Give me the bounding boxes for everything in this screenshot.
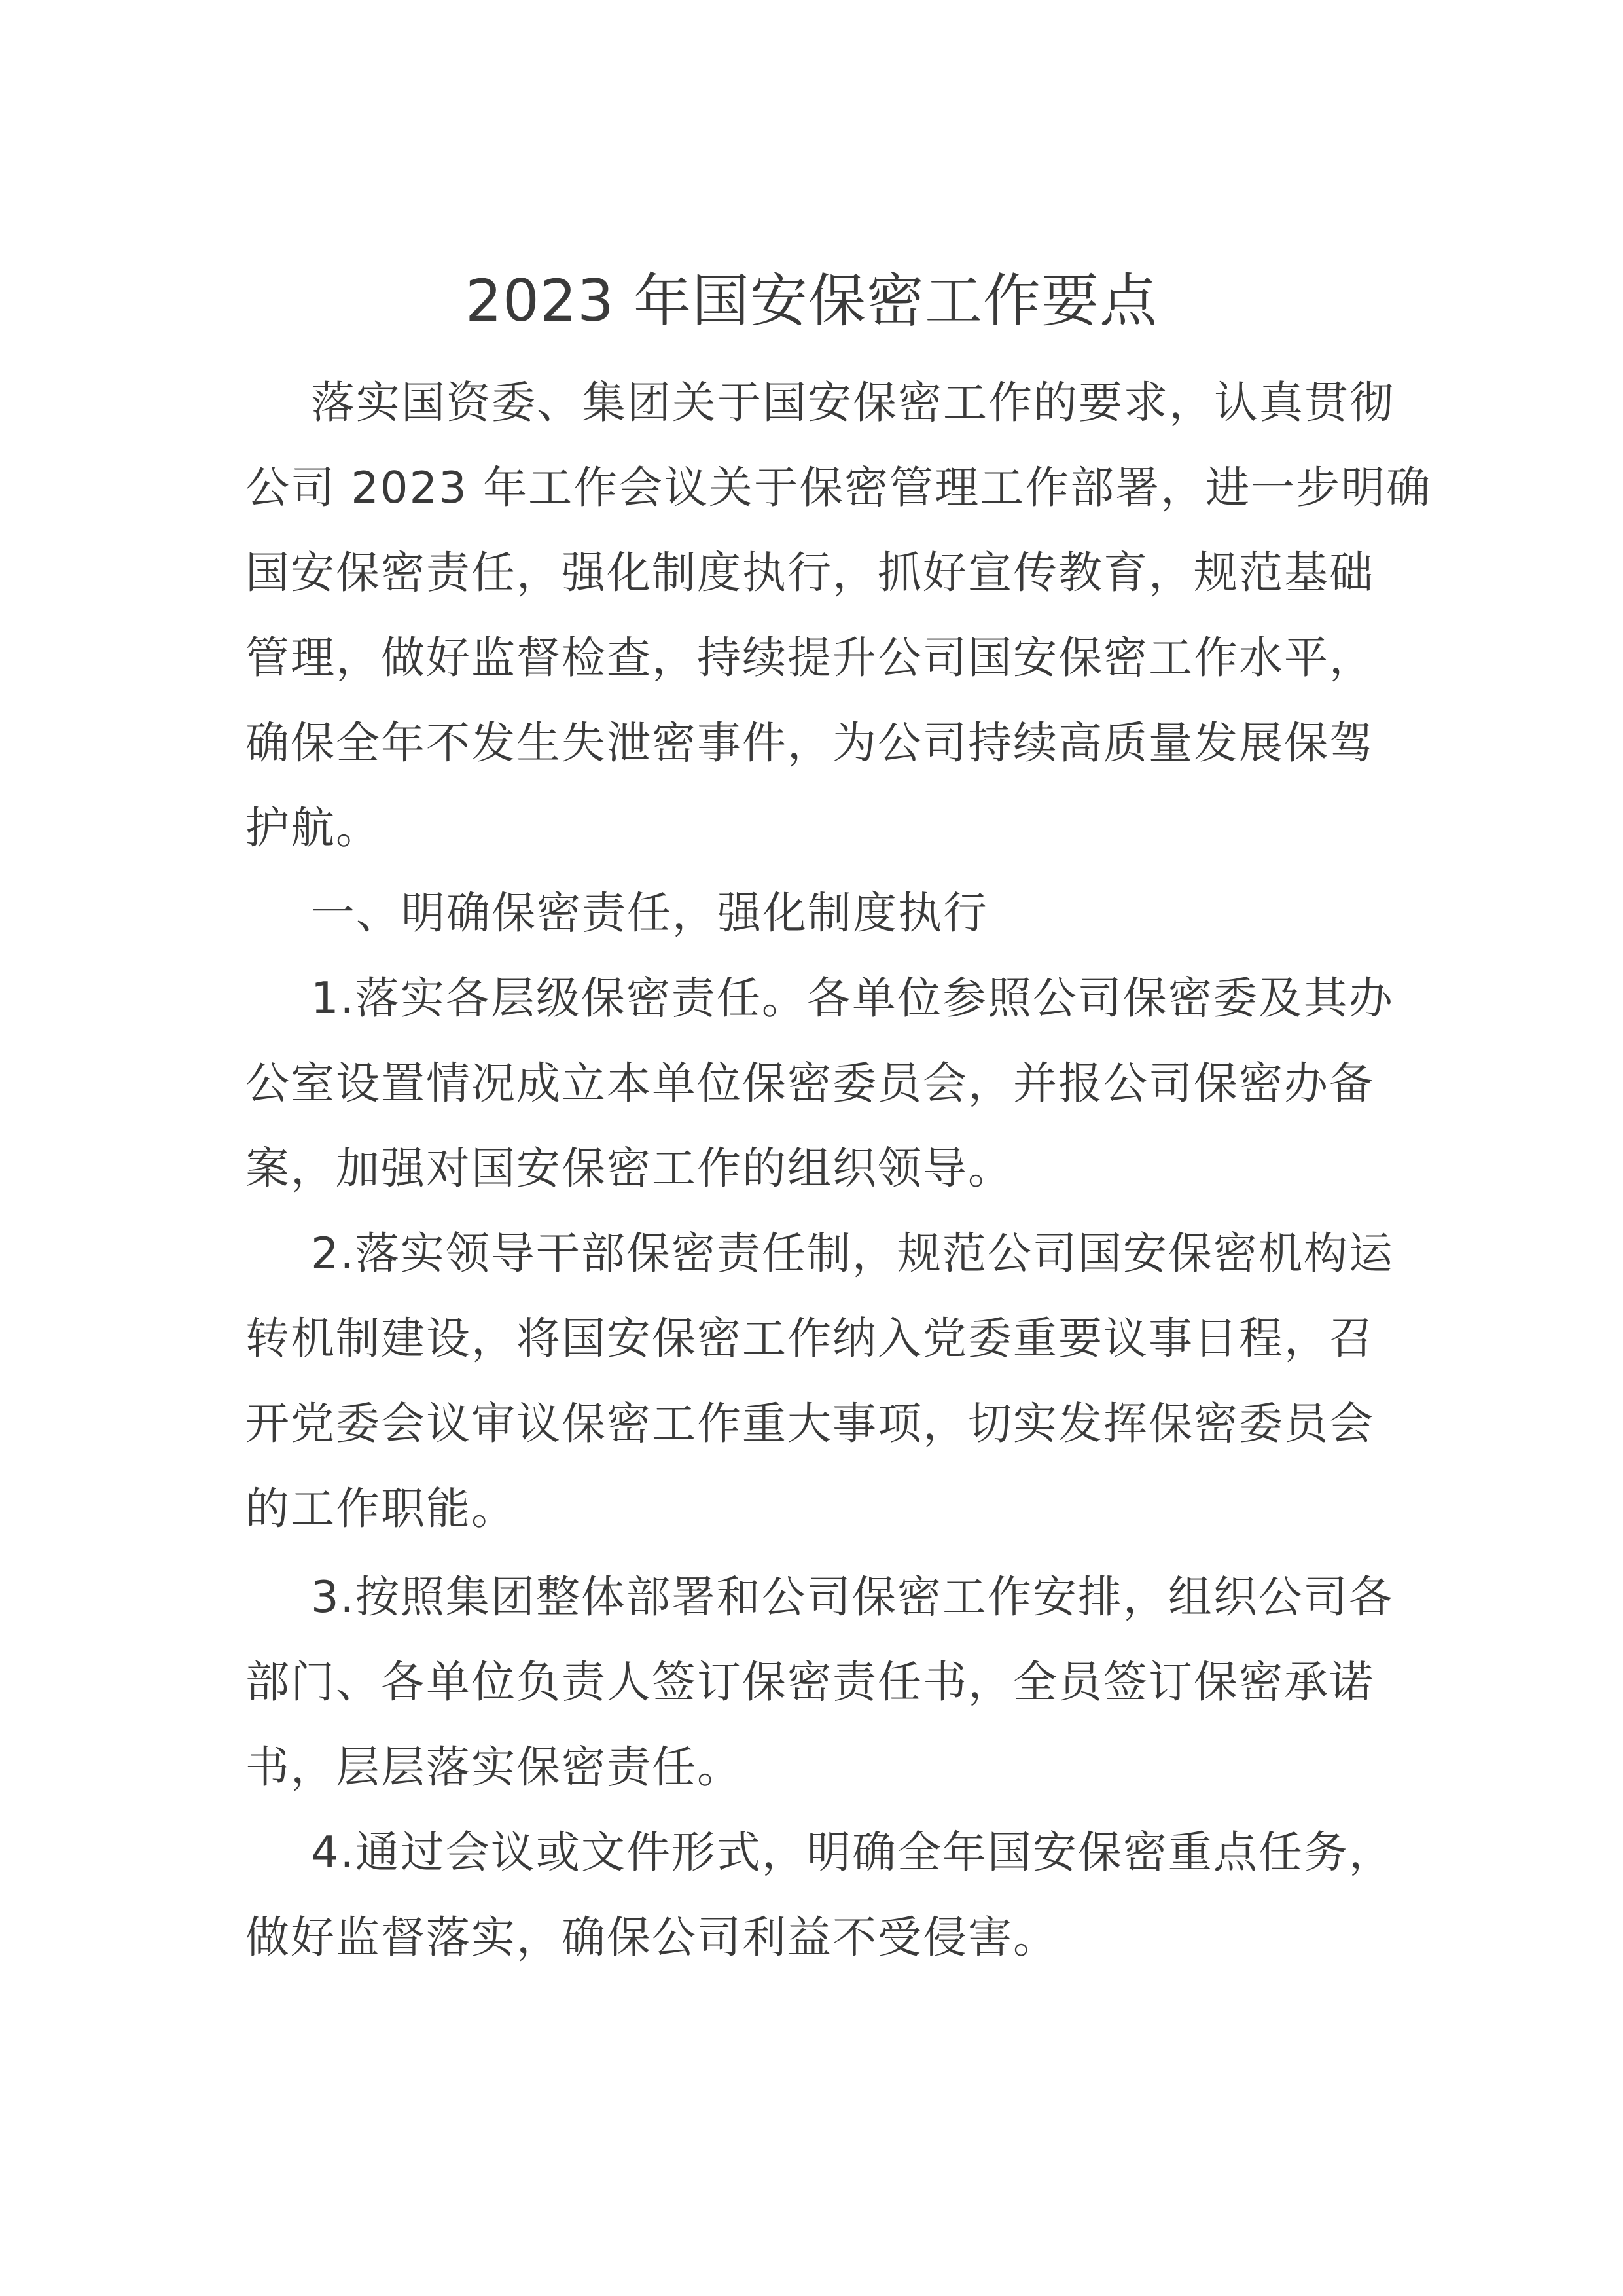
item-3-line-2: 部门、各单位负责人签订保密责任书，全员签订保密承诺 [245,1657,1374,1708]
paragraph-intro-line-6: 护航。 [245,802,381,853]
item-2-line-3: 开党委会议审议保密工作重大事项，切实发挥保密委员会 [245,1398,1374,1449]
paragraph-intro-line-2: 公司 2023 年工作会议关于保密管理工作部署，进一步明确 [245,462,1432,513]
item-3-line-3: 书，层层落实保密责任。 [245,1742,742,1793]
document-title: 2023 年国安保密工作要点 [465,267,1158,334]
item-1-line-2: 公室设置情况成立本单位保密委员会，并报公司保密办备 [245,1058,1374,1109]
item-3-line-1: 3.按照集团整体部署和公司保密工作安排，组织公司各 [311,1571,1394,1623]
item-1-line-3: 案，加强对国安保密工作的组织领导。 [245,1143,1013,1194]
item-2-line-4: 的工作职能。 [245,1483,516,1534]
paragraph-intro-line-1: 落实国资委、集团关于国安保密工作的要求，认真贯彻 [311,377,1395,428]
paragraph-intro-line-4: 管理，做好监督检查，持续提升公司国安保密工作水平， [245,632,1374,683]
item-2-line-2: 转机制建设，将国安保密工作纳入党委重要议事日程，召 [245,1313,1374,1364]
paragraph-intro-line-3: 国安保密责任，强化制度执行，抓好宣传教育，规范基础 [245,547,1374,598]
item-1-line-1: 1.落实各层级保密责任。各单位参照公司保密委及其办 [311,973,1394,1024]
paragraph-intro-line-5: 确保全年不发生失泄密事件，为公司持续高质量发展保驾 [245,717,1374,768]
section-heading-1: 一、明确保密责任，强化制度执行 [311,888,988,939]
item-4-line-1: 4.通过会议或文件形式，明确全年国安保密重点任务， [311,1827,1394,1878]
item-4-line-2: 做好监督落实，确保公司利益不受侵害。 [245,1912,1058,1963]
item-2-line-1: 2.落实领导干部保密责任制，规范公司国安保密机构运 [311,1228,1394,1279]
